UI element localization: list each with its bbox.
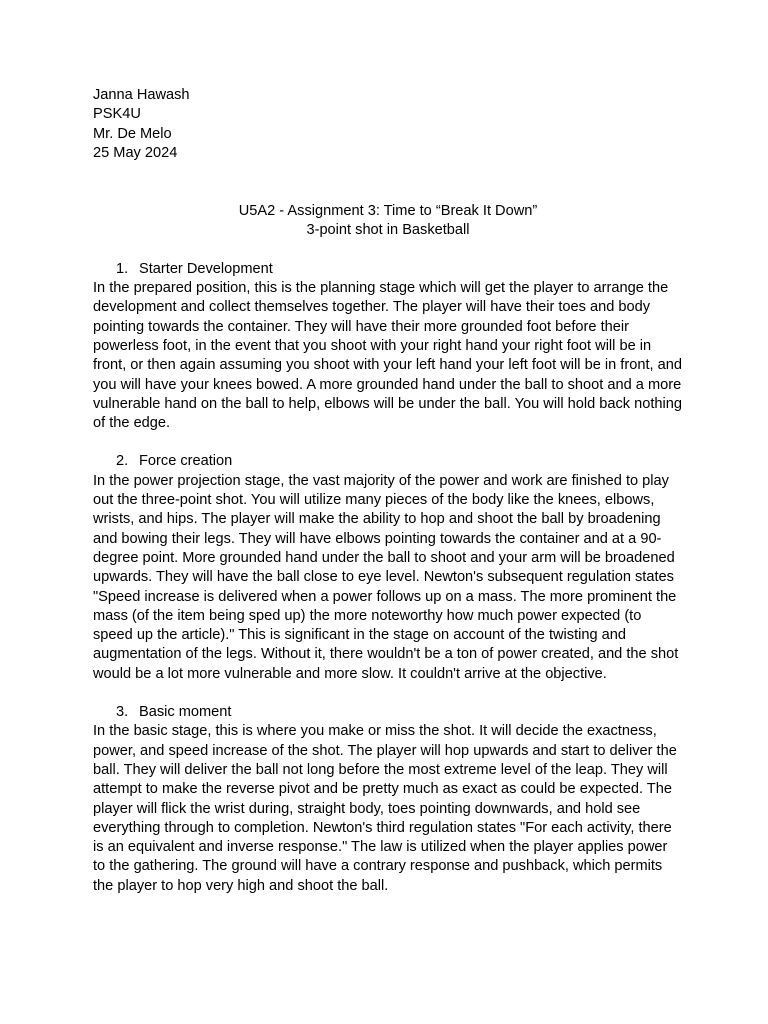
- section-number: 3.: [116, 704, 129, 721]
- section-number: 2.: [116, 453, 129, 470]
- course-code: PSK4U: [93, 106, 141, 123]
- student-name: Janna Hawash: [93, 87, 190, 103]
- section-title: Basic moment: [139, 704, 232, 721]
- section-2: [93, 452, 683, 684]
- section-1: [93, 260, 683, 434]
- header-block: [93, 86, 683, 163]
- document-date: 25 May 2024: [93, 144, 178, 161]
- teacher-name: Mr. De Melo: [93, 125, 172, 142]
- section-3: [93, 703, 683, 896]
- assignment-subtitle: 3-point shot in Basketball: [306, 222, 470, 239]
- section-body: In the power projection stage, the vast majority of the power and work are finished to play out the three-point shot. You will utilize many pieces of the body like the knees, elbows, wrists, and hips. The player will make the ability to hop and shoot the ball by broadening and bowing their legs. They will have elbows pointing towards the container and at a 90-degree point. More grounded hand under the ball to shoot and your arm will be broadened upwards. They will have the ball close to eye level. Newton's subsequent regulation states "Speed increase is delivered when a power follows up on a mass. The more prominent the mass (of the item being sped up) the more noteworthy how much power expected (to speed up the article)." This is significant in the stage on account of the twisting and augmentation of the legs. Without it, there wouldn't be a ton of power created, and the shot would be a lot more vulnerable and more slow. It couldn't arrive at the objective.: [93, 472, 679, 682]
- section-title: Force creation: [139, 453, 233, 470]
- section-title: Starter Development: [139, 260, 273, 277]
- document-page: [93, 86, 683, 896]
- section-heading: [93, 452, 683, 471]
- title-block: [93, 202, 683, 241]
- section-heading: [93, 703, 683, 722]
- section-body: In the basic stage, this is where you make or miss the shot. It will decide the exactness, power, and speed increase of the shot. The player will hop upwards and start to deliver the ball. They will deliver the ball not long before the most extreme level of the leap. They will attempt to make the reverse pivot and be pretty much as exact as could be expected. The player will flick the wrist during, straight body, toes pointing downwards, and hold see everything through to completion. Newton's third regulation states "For each activity, there is an equivalent and inverse response." The law is utilized when the player applies power to the gathering. The ground will have a contrary response and pushback, which permits the player to hop very high and shoot the ball.: [93, 723, 677, 894]
- section-body: In the prepared position, this is the planning stage which will get the player to arrange the development and collect themselves together. The player will have their toes and body pointing towards the container. They will have their more grounded foot before their powerless foot, in the event that you shoot with your right hand your right foot will be in front, or then again assuming you shoot with your left hand your left foot will be in front, and you will have your knees bowed. A more grounded hand under the ball to shoot and a more vulnerable hand on the ball to help, elbows will be under the ball. You will hold back nothing of the edge.: [93, 280, 683, 432]
- assignment-title: U5A2 - Assignment 3: Time to “Break It Down”: [238, 203, 538, 220]
- section-heading: [93, 260, 683, 279]
- section-number: 1.: [116, 260, 129, 277]
